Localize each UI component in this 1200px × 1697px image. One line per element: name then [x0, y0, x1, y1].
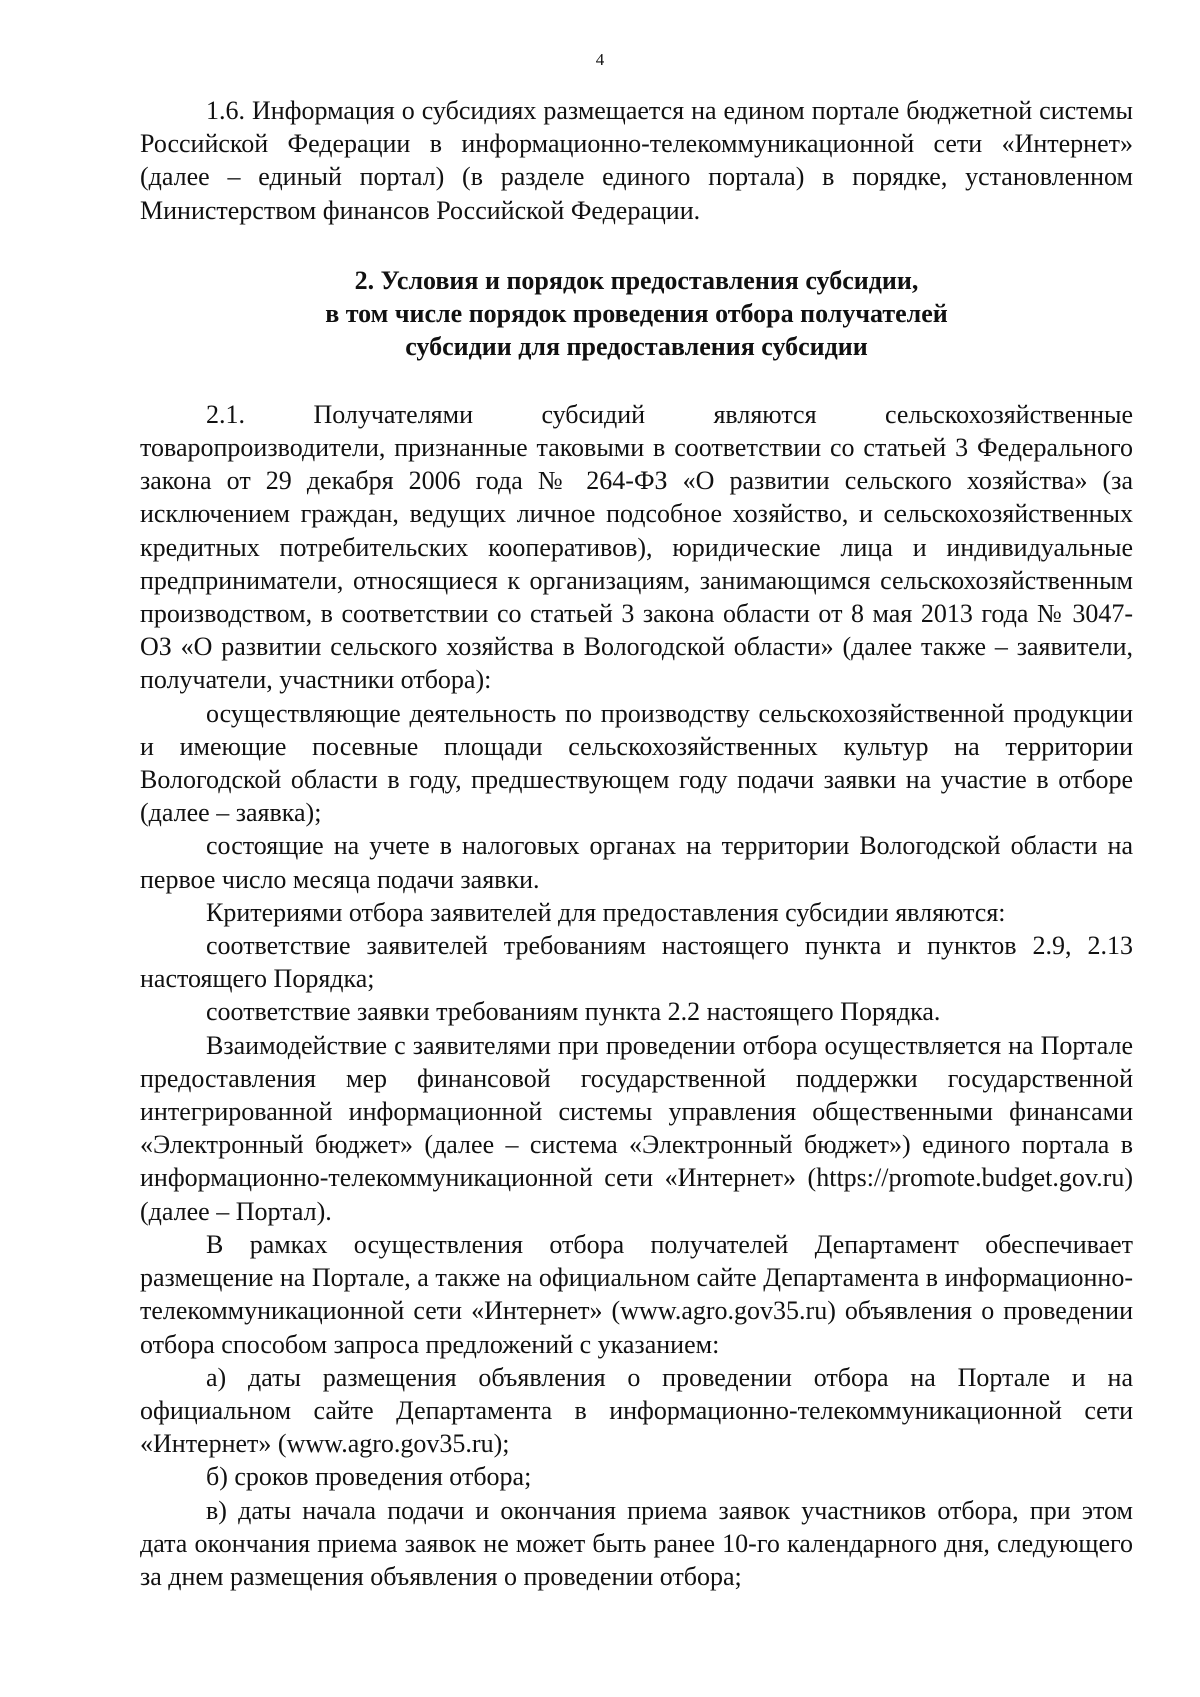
paragraph-criteria: Критериями отбора заявителей для предоставления субсидии являются: — [206, 897, 1006, 927]
section-heading — [140, 264, 1133, 363]
section-heading-line-3: субсидии для предоставления субсидии — [405, 331, 868, 361]
paragraph-announcement: В рамках осуществления отбора получателей Департамент обеспечивает размещение на Портале, а также на официальном сайте Департамента в информационно-телекоммуникационной сети «Интернет» (www.agro.gov35.ru) объявления о проведении отбора способом запроса предложений с указанием: — [140, 1229, 1133, 1359]
list-item-a: а) даты размещения объявления о проведении отбора на Портале и на официальном сайте Департамента в информационно-телекоммуникационной сети «Интернет» (www.agro.gov35.ru); — [140, 1362, 1133, 1459]
document-body — [140, 94, 1133, 1593]
section-heading-line-2: в том числе порядок проведения отбора получателей — [325, 298, 948, 328]
paragraph-1-6: 1.6. Информация о субсидиях размещается на едином портале бюджетной системы Российской Федерации в информационно-телекоммуникационной сети «Интернет» (далее – единый портал) (в разделе единого портала) в порядке, установленном Министерством финансов Российской Федерации. — [140, 96, 1133, 225]
page-number: 4 — [595, 50, 605, 69]
paragraph-criteria-application: соответствие заявки требованиям пункта 2.2 настоящего Порядка. — [206, 997, 941, 1027]
paragraph-portal-interaction: Взаимодействие с заявителями при проведении отбора осуществляется на Портале предоставления мер финансовой государственной поддержки государственной интегрированной информационной системы управления общественными финансами «Электронный бюджет» (далее – система «Электронный бюджет») единого портала в информационно-телекоммуникационной сети «Интернет» (https://promote.budget.gov.ru) (далее – Портал). — [140, 1030, 1133, 1226]
paragraph-criteria-applicants: соответствие заявителей требованиям настоящего пункта и пунктов 2.9, 2.13 настоящего Порядка; — [140, 931, 1133, 994]
section-heading-text — [140, 264, 1133, 363]
paragraph-tax-registration: состоящие на учете в налоговых органах на территории Вологодской области на первое число месяца подачи заявки. — [140, 831, 1133, 894]
paragraph-production: осуществляющие деятельность по производству сельскохозяйственной продукции и имеющие посевные площади сельскохозяйственных культур на территории Вологодской области в году, предшествующем году подачи заявки на участие в отборе (далее – заявка); — [140, 698, 1133, 828]
paragraph-2-1: 2.1. Получателями субсидий являются сельскохозяйственные товаропроизводители, признанные таковыми в соответствии со статьей 3 Федерального закона от 29 декабря 2006 года № 264-ФЗ «О развитии сельского хозяйства» (за исключением граждан, ведущих личное подсобное хозяйство, и сельскохозяйственных кредитных потребительских кооперативов), юридические лица и индивидуальные предприниматели, относящиеся к организациям, занимающимся сельскохозяйственным производством, в соответствии со статьей 3 закона области от 8 мая 2013 года № 3047-ОЗ «О развитии сельского хозяйства в Вологодской области» (далее также – заявители, получатели, участники отбора): — [140, 399, 1133, 695]
list-item-b: б) сроков проведения отбора; — [206, 1462, 532, 1492]
list-item-v: в) даты начала подачи и окончания приема заявок участников отбора, при этом дата окончания приема заявок не может быть ранее 10-го календарного дня, следующего за днем размещения объявления о проведении отбора; — [140, 1495, 1133, 1591]
section-heading-line-1: 2. Условия и порядок предоставления субсидии, — [354, 265, 919, 295]
